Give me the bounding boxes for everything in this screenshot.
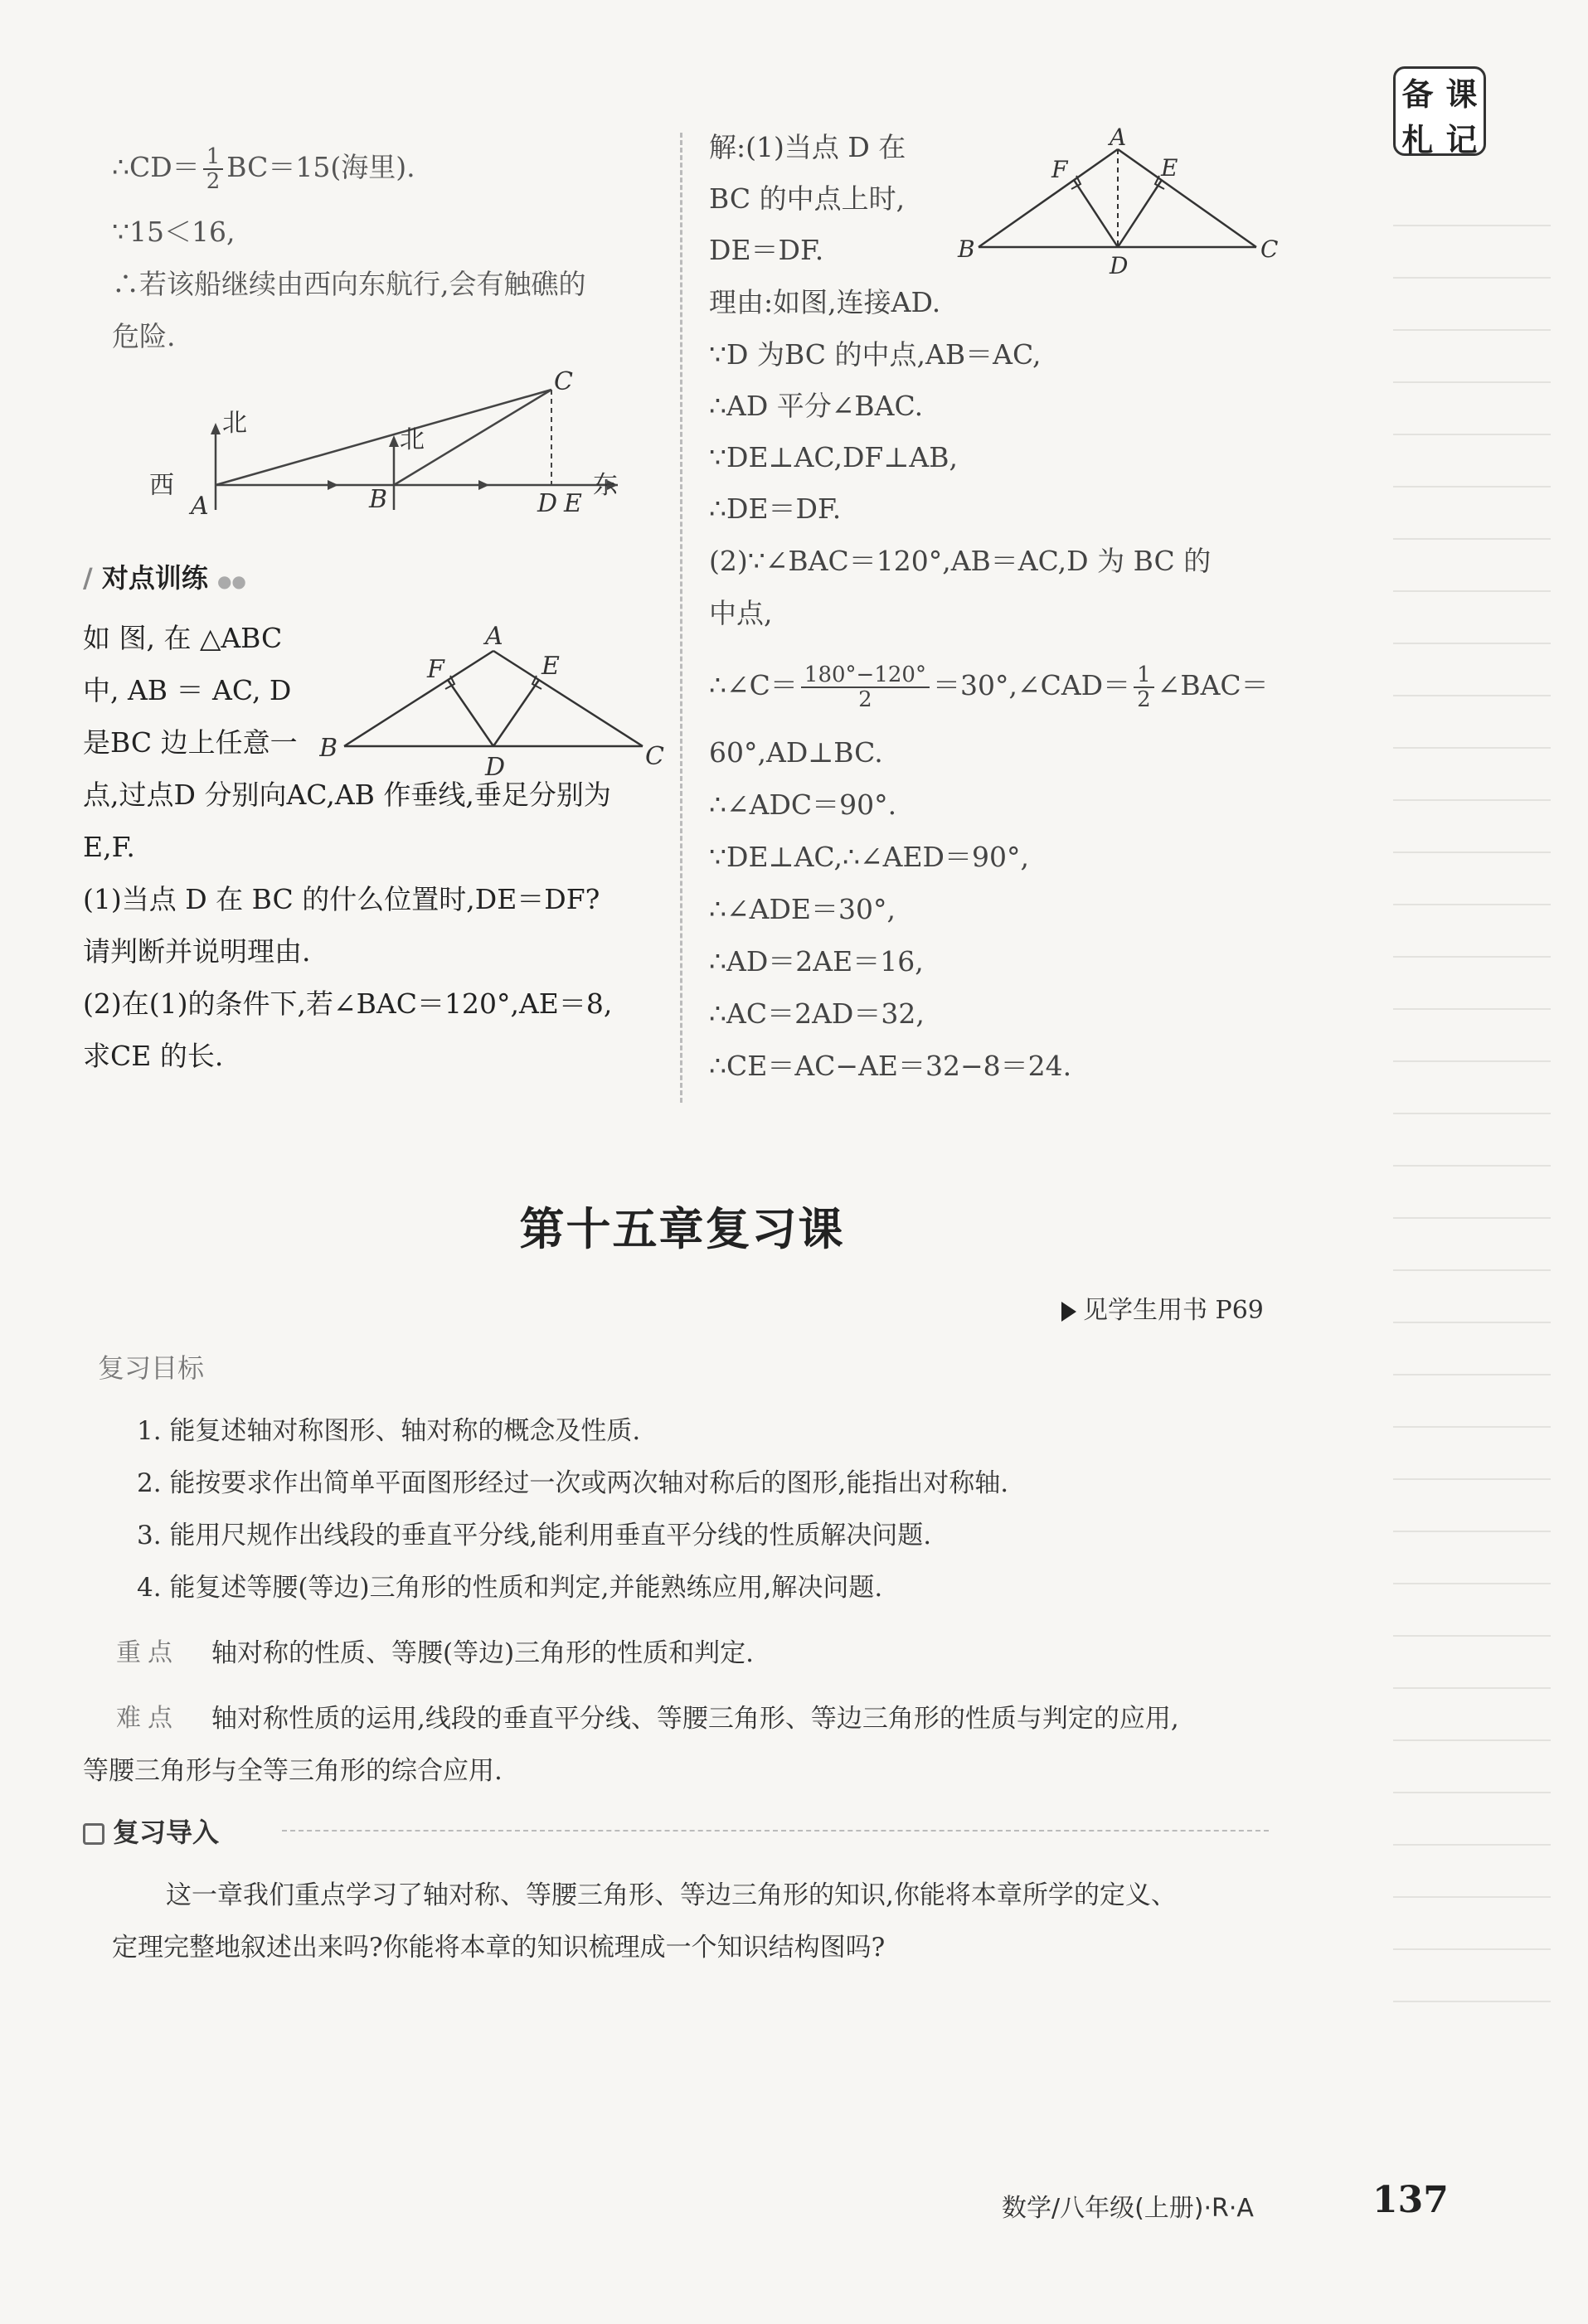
label-f: F: [427, 655, 444, 684]
label-d: D: [1110, 252, 1129, 279]
goal-item: 2. 能按要求作出简单平面图形经过一次或两次轴对称后的图形,能指出对称轴.: [137, 1468, 1009, 1498]
problem-line: (1)当点 D 在 BC 的什么位置时,DE＝DF?: [83, 883, 600, 915]
problem-line: 点,过点D 分别向AC,AB 作垂线,垂足分别为: [83, 779, 611, 811]
badge-char: 课: [1445, 76, 1478, 113]
solution-line: 解:(1)当点 D 在: [709, 131, 906, 163]
solution-line: 危险.: [112, 320, 176, 352]
solution-line: DE＝DF.: [709, 234, 824, 266]
label-north: 北: [400, 425, 425, 454]
solution-line: ∵DE⊥AC,DF⊥AB,: [709, 441, 958, 473]
goal-item: 4. 能复述等腰(等边)三角形的性质和判定,并能熟练应用,解决问题.: [137, 1573, 883, 1603]
solution-line: ∴CE＝AC−AE＝32−8＝24.: [709, 1050, 1072, 1082]
label-c: C: [645, 742, 664, 771]
problem-line: 如 图, 在 △ABC: [83, 622, 283, 654]
triangle-diagram-right: [954, 124, 1285, 282]
label-c: C: [1260, 235, 1279, 263]
problem-line: E,F.: [83, 831, 135, 863]
solution-line: ∴∠ADE＝30°,: [709, 893, 896, 925]
solution-line: ∵15＜16,: [112, 216, 236, 248]
badge-char: 记: [1445, 122, 1478, 158]
perp-df: [1074, 180, 1118, 247]
problem-line: 求CE 的长.: [83, 1040, 224, 1072]
difficult-points-label: 难点: [116, 1704, 179, 1733]
perp-de: [493, 680, 539, 746]
label-e: E: [541, 652, 560, 681]
north-arrowhead-b: [389, 435, 399, 447]
review-intro-heading: 复习导入: [83, 1812, 219, 1850]
side-ac: [493, 651, 643, 746]
difficult-points-text: 轴对称性质的运用,线段的垂直平分线、等腰三角形、等边三角形的性质与判定的应用,: [211, 1704, 1179, 1734]
label-north: 北: [222, 409, 247, 438]
path-arrow: [328, 480, 338, 490]
solution-line: ∵D 为BC 的中点,AB＝AC,: [709, 338, 1042, 371]
intro-text: 这一章我们重点学习了轴对称、等腰三角形、等边三角形的知识,你能将本章所学的定义、: [166, 1880, 1177, 1910]
page-number: 137: [1372, 2179, 1449, 2221]
solution-line: BC 的中点上时,: [709, 182, 906, 215]
difficult-points-text: 等腰三角形与全等三角形的综合应用.: [83, 1756, 503, 1786]
label-west: 西: [149, 471, 174, 500]
play-arrow-icon: [1061, 1302, 1076, 1322]
label-d: D: [537, 489, 558, 518]
problem-line: 是BC 边上任意一: [83, 726, 298, 759]
solution-line: ∴若该船继续由西向东航行,会有触礁的: [112, 268, 586, 300]
solution-line: 理由:如图,连接AD.: [709, 286, 941, 318]
label-e: E: [564, 489, 582, 518]
north-arrowhead-a: [211, 423, 221, 434]
label-e: E: [1161, 154, 1178, 182]
solution-line: ∴CD＝ $\frac{1}{2}$ BC＝15(海里).: [112, 144, 415, 194]
triangle-diagram-left: [319, 618, 668, 784]
badge-char: 备: [1401, 76, 1434, 113]
intro-divider: [282, 1830, 1269, 1832]
label-a: A: [485, 622, 503, 651]
label-a: A: [1110, 124, 1127, 151]
perp-de: [1118, 180, 1162, 247]
problem-line: (2)在(1)的条件下,若∠BAC＝120°,AE＝8,: [83, 987, 613, 1020]
solution-line: (2)∵∠BAC＝120°,AB＝AC,D 为 BC 的: [709, 545, 1212, 577]
review-goals-heading: 复习目标: [98, 1352, 205, 1384]
key-points-label: 重点: [116, 1638, 179, 1667]
intro-text: 定理完整地叙述出来吗?你能将本章的知识梳理成一个知识结构图吗?: [112, 1933, 886, 1963]
path-arrow: [478, 480, 489, 490]
label-a: A: [191, 492, 209, 521]
solution-line: 60°,AD⊥BC.: [709, 736, 883, 769]
solution-line: ∴AD＝2AE＝16,: [709, 945, 924, 978]
solution-line: 中点,: [709, 597, 773, 629]
key-points-text: 轴对称的性质、等腰(等边)三角形的性质和判定.: [211, 1638, 755, 1668]
side-ab: [979, 149, 1118, 247]
solution-line: ∴DE＝DF.: [709, 492, 842, 525]
intro-icon: [83, 1823, 104, 1845]
practice-tag: ∕ 对点训练 ●●: [83, 562, 246, 594]
solution-line: ∴AC＝2AD＝32,: [709, 997, 925, 1030]
label-f: F: [1051, 156, 1068, 183]
line-ac: [216, 390, 551, 485]
label-c: C: [554, 367, 573, 396]
badge-char: 札: [1401, 122, 1434, 158]
label-d: D: [485, 753, 506, 782]
label-b: B: [958, 235, 975, 263]
student-book-reference: 见学生用书 P69: [1061, 1289, 1264, 1326]
goal-item: 1. 能复述轴对称图形、轴对称的概念及性质.: [137, 1416, 641, 1446]
solution-line: ∴AD 平分∠BAC.: [709, 390, 924, 422]
lesson-notes-badge: [1393, 66, 1486, 156]
side-ac: [1118, 149, 1256, 247]
problem-line: 中, AB ＝ AC, D: [83, 674, 292, 706]
column-divider: [680, 133, 682, 1103]
chapter-title: 第十五章复习课: [519, 1203, 845, 1255]
notes-ruled-lines: [1393, 174, 1551, 2015]
goal-item: 3. 能用尺规作出线段的垂直平分线,能利用垂直平分线的性质解决问题.: [137, 1521, 932, 1550]
solution-line: ∴∠ADC＝90°.: [709, 788, 897, 821]
label-b: B: [319, 734, 338, 763]
book-footer: 数学/八年级(上册)·R·A: [1002, 2194, 1254, 2223]
problem-line: 请判断并说明理由.: [83, 935, 311, 968]
label-b: B: [369, 485, 388, 514]
side-ab: [344, 651, 493, 746]
perp-df: [448, 680, 493, 746]
solution-fraction-line: ∴∠C＝ $\frac{180^\circ-120^\circ}{2}$ ＝30°,∠CAD＝ $\frac{1}{2}$ ∠BAC＝: [709, 662, 1269, 712]
label-east: 东: [593, 471, 618, 500]
navigation-diagram: [141, 365, 639, 531]
solution-line: ∵DE⊥AC,∴∠AED＝90°,: [709, 841, 1029, 873]
